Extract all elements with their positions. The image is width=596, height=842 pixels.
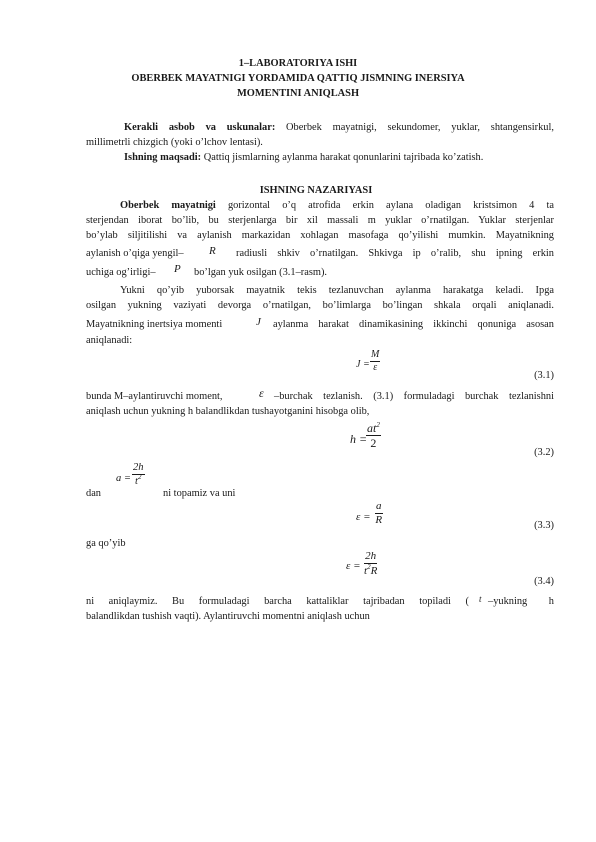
inline-eq-denominator [132, 475, 145, 488]
symbol-P: P [174, 263, 181, 275]
eq4-denominator [364, 564, 377, 578]
oberbek-term: Oberbek mayatnigi [120, 200, 216, 211]
inline-eq-den-base: t [135, 476, 138, 487]
eq3-denominator: R [375, 514, 383, 526]
eq2-lhs: h = [350, 432, 368, 446]
equipment-label: Kerakli asbob va uskunalar: [124, 122, 276, 133]
symbol-J: J [256, 316, 261, 328]
eq1-denominator: ε [373, 362, 378, 373]
eq2-numerator-exp: 2 [376, 421, 380, 429]
p2-line4: aniqlanadi: [86, 335, 133, 346]
p1-line4a: aylanish o’qiga yengil– [86, 248, 184, 259]
purpose-line [124, 151, 483, 165]
p2-line3b: aylanma harakat dinamikasining ikkinchi qonuniga asosan [273, 319, 554, 330]
eq2-fraction [366, 421, 381, 450]
eq2-number: (3.2) [534, 447, 554, 458]
eq4-den-exp: 2 [367, 563, 371, 571]
eq1-fraction [370, 349, 380, 374]
eq2-numerator [366, 421, 381, 436]
conclusion-line1a: ni aniqlaymiz. Bu formuladagi barcha kattaliklar tajribadan topiladi ( [86, 596, 469, 607]
purpose-text: Qattiq jismlarning aylanma harakat qonunlarini tajribada ko’zatish. [201, 152, 484, 163]
eq4-numerator: 2h [365, 550, 377, 562]
after-eq2-prefix: dan [86, 488, 102, 499]
p2-line2: osilgan yukning vaziyati devorga o’rnatilgan, bo’limlarga bo’lingan shkala orqali aniqlanadi. [86, 300, 554, 311]
eq4-lhs: ε = [346, 560, 361, 572]
p1-line1 [86, 199, 554, 213]
equipment-line2: millimetrli chizgich (yoki o’lchov lentasi). [86, 137, 263, 148]
inline-eq-den-exp: 2 [137, 473, 142, 481]
eq3-lhs: ε = [356, 511, 371, 523]
inline-eq-lhs: a = [116, 473, 131, 484]
p1-line3: bo’ylab siljitilishi va aylanish markazidan xohlagan masofaga qo’yilishi mumkin. Mayatnikning [86, 230, 554, 241]
after-eq1-line1a: bunda M–aylantiruvchi moment, [86, 391, 223, 402]
p1-line5b: bo’lgan yuk osilgan (3.1–rasm). [194, 267, 328, 278]
symbol-epsilon: ε [259, 386, 264, 400]
eq2-numerator-base: at [367, 421, 377, 435]
eq1-numerator: M [371, 349, 380, 360]
eq3-number: (3.3) [534, 520, 554, 531]
equipment-text: Oberbek mayatnigi, sekundomer, yuklar, shtangensirkul, [275, 122, 554, 133]
symbol-t: t [479, 594, 482, 604]
eq4-number: (3.4) [534, 576, 554, 587]
p1-line4b: radiusli shkiv o’rnatilgan. Shkivga ip o’ralib, shu ipning erkin [236, 248, 554, 259]
lab-title: 1–LABORATORIYA ISHI [238, 58, 358, 69]
equipment-line1 [86, 121, 554, 135]
p1-line1-text: gorizontal o’q atrofida erkin aylana oladigan kristsimon 4 ta [215, 200, 554, 211]
p2-line1: Yukni qo’yib yuborsak mayatnik tekis tezlanuvchan aylanma harakatga keladi. Ipga [120, 285, 554, 296]
after-eq1-line2: aniqlash uchun yukning h balandlikdan tushayotganini hisobga olib, [86, 406, 370, 417]
eq4-den-tail: R [370, 565, 378, 577]
eq1-lhs: J = [356, 359, 370, 370]
eq2-denominator: 2 [370, 436, 377, 450]
conclusion-line1b: –yukning h [488, 596, 554, 607]
after-eq1-line1b: –burchak tezlanish. (3.1) formuladagi burchak tezlanishni [274, 391, 554, 402]
eq3-numerator: a [376, 500, 382, 512]
lab-subtitle-line2: MOMENTINI ANIQLASH [236, 88, 360, 99]
eq3-fraction [375, 500, 383, 527]
symbol-R: R [209, 245, 216, 257]
theory-heading: ISHNING NAZARIYASI [259, 185, 373, 196]
lab-subtitle-line1: OBERBEK MAYATNIGI YORDAMIDA QATTIQ JISMNING INERSIYA [131, 73, 465, 84]
after-eq3-text: ga qo’yib [86, 538, 126, 549]
eq4-den-base: t [364, 565, 368, 577]
inline-eq-numerator: 2h [133, 462, 144, 473]
p1-line5a: uchiga og’irligi– [86, 267, 156, 278]
inline-eq-fraction [132, 461, 145, 488]
after-eq2-suffix: ni topamiz va uni [163, 488, 236, 499]
eq4-fraction [364, 549, 377, 578]
purpose-label: Ishning maqsadi: [124, 152, 202, 163]
conclusion-line2: balandlikdan tushish vaqti). Aylantiruvchi momentni aniqlash uchun [86, 611, 370, 622]
p1-line2: sterjendan iborat bo’lib, bu sterjenlarga bir xil massali m yuklar o’rnatilgan. Yuklar sterjenlar [86, 215, 554, 226]
eq1-number: (3.1) [534, 370, 554, 381]
p2-line3a: Mayatnikning inertsiya momenti [86, 319, 223, 330]
